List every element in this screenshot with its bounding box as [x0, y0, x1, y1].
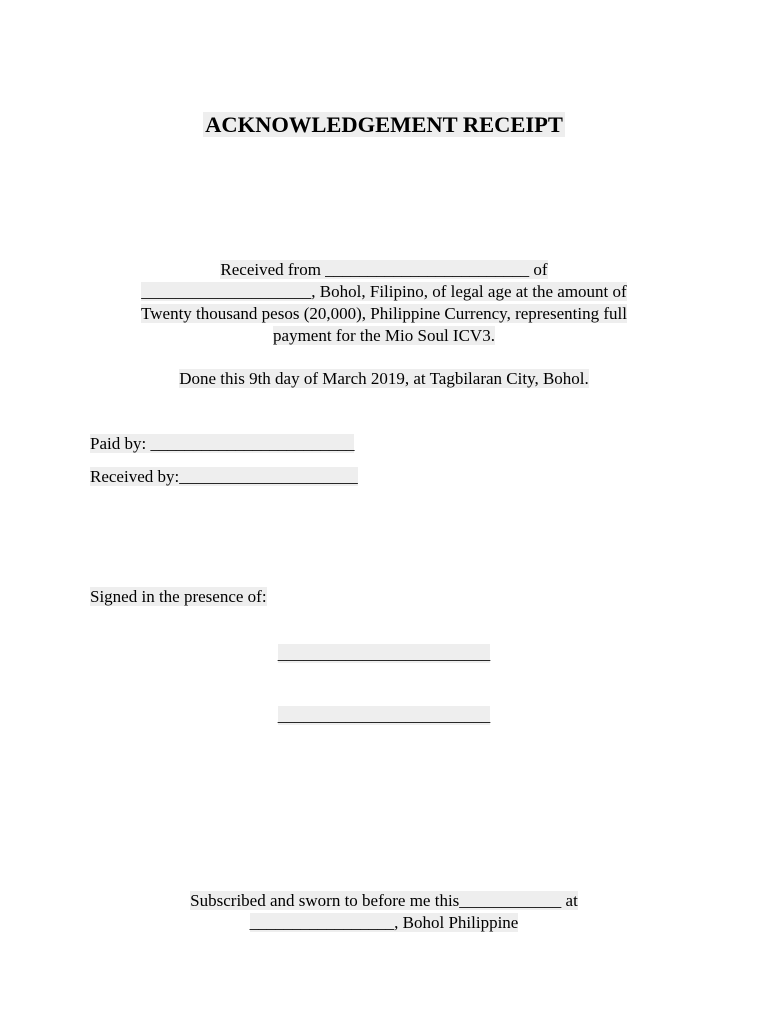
done-line: Done this 9th day of March 2019, at Tagbilaran City, Bohol. [179, 369, 589, 388]
received-by-line [90, 466, 358, 488]
signed-presence-text: Signed in the presence of: [90, 587, 267, 606]
body-line-3: Twenty thousand pesos (20,000), Philippine Currency, representing full [141, 304, 627, 323]
document-title [0, 111, 768, 139]
subscribed-line-2: _________________, Bohol Philippine [249, 913, 519, 932]
body-line-3-container [0, 303, 768, 325]
paid-by-line [90, 433, 354, 455]
body-line-2-container [0, 281, 768, 303]
body-line-2: ____________________, Bohol, Filipino, of legal age at the amount of [141, 282, 627, 301]
received-by-text: Received by:_____________________ [90, 467, 358, 486]
body-line-4: payment for the Mio Soul ICV3. [273, 326, 495, 345]
witness-signature-line-2 [0, 705, 768, 727]
subscribed-line-1-container [0, 890, 768, 912]
subscribed-line-2-container [0, 912, 768, 934]
done-line-container [0, 368, 768, 390]
body-line-1: Received from ________________________ of [220, 260, 548, 279]
witness-signature-line-1 [0, 643, 768, 665]
subscribed-line-1: Subscribed and sworn to before me this____________ at [190, 891, 578, 910]
witness-line-2-text: _________________________ [277, 706, 491, 725]
body-line-1-container [0, 259, 768, 281]
signed-presence-line [90, 586, 267, 608]
witness-line-1-text: _________________________ [277, 644, 491, 663]
body-line-4-container [0, 325, 768, 347]
document-title-text: ACKNOWLEDGEMENT RECEIPT [205, 112, 563, 137]
paid-by-text: Paid by: ________________________ [90, 434, 355, 453]
